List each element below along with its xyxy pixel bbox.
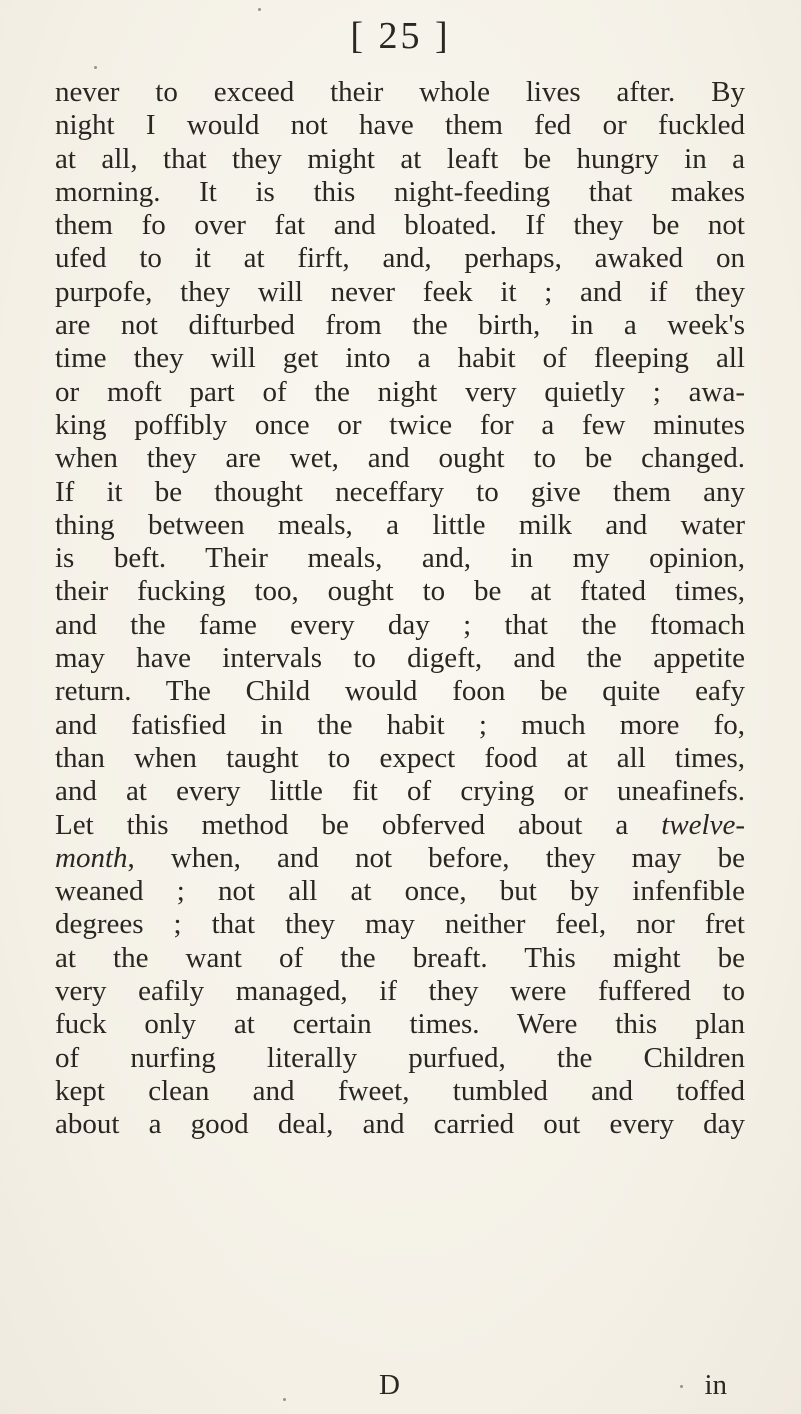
text-line-14: thing between meals, a little milk and water [55, 508, 745, 541]
paper-speck [283, 1398, 286, 1401]
text-line-29: fuck only at certain times. Were this plan [55, 1008, 745, 1041]
page-number: [ 25 ] [350, 15, 451, 57]
text-line-13: If it be thought neceffary to give them any [55, 475, 745, 508]
text-line-10: or moft part of the night very quietly ; awa- [55, 375, 745, 408]
text-line-15: is beft. Their meals, and, in my opinion, [55, 542, 745, 575]
text-line-28: very eafily managed, if they were fuffered to [55, 975, 745, 1008]
catchword: in [704, 1369, 727, 1401]
text-line-30: of nurfing literally purfued, the Children [55, 1041, 745, 1074]
body-text [55, 76, 745, 1142]
signature-mark: D [379, 1369, 400, 1401]
paper-speck [94, 66, 97, 69]
text-line-25: weaned ; not all at once, but by infenfible [55, 875, 745, 908]
text-line-22: and at every little fit of crying or uneafinefs. [55, 775, 745, 808]
text-line-19: return. The Child would foon be quite eafy [55, 675, 745, 708]
text-line-26: degrees ; that they may neither feel, nor fret [55, 908, 745, 941]
text-line-17: and the fame every day ; that the ftomach [55, 608, 745, 641]
text-line-24-roman: , when, and not before, they may be [127, 841, 745, 874]
text-line-9: time they will get into a habit of fleeping all [55, 342, 745, 375]
text-line-31: kept clean and fweet, tumbled and toffed [55, 1074, 745, 1107]
page-footer [55, 1368, 745, 1402]
text-line-23-roman: Let this method be obferved about a [55, 808, 662, 841]
text-line-27: at the want of the breaft. This might be [55, 941, 745, 974]
text-line-16: their fucking too, ought to be at ftated times, [55, 575, 745, 608]
text-line-24-italic: month [55, 841, 128, 874]
text-line-20: and fatisfied in the habit ; much more fo, [55, 708, 745, 741]
text-line-1: never to exceed their whole lives after. By [55, 76, 745, 108]
text-line-18: may have intervals to digeft, and the appetite [55, 642, 745, 675]
text-line-2: night I would not have them fed or fuckled [55, 109, 745, 142]
text-line-6: ufed to it at firft, and, perhaps, awaked on [55, 242, 745, 275]
paper-speck [258, 8, 261, 11]
text-line-8: are not difturbed from the birth, in a week's [55, 309, 745, 342]
paper-speck [680, 1385, 683, 1388]
text-line-21: than when taught to expect food at all times, [55, 741, 745, 774]
text-line-4: morning. It is this night-feeding that makes [55, 175, 745, 208]
text-line-32: about a good deal, and carried out every day [55, 1108, 745, 1141]
text-line-3: at all, that they might at leaft be hungry in a [55, 142, 745, 175]
text-line-12: when they are wet, and ought to be changed. [55, 442, 745, 475]
text-line-24 [55, 842, 745, 875]
text-line-11: king poffibly once or twice for a few minutes [55, 408, 745, 441]
text-line-23 [55, 809, 745, 842]
text-line-23-italic: twelve- [661, 808, 745, 841]
text-line-7: purpofe, they will never feek it ; and if they [55, 275, 745, 308]
text-line-5: them fo over fat and bloated. If they be not [55, 209, 745, 242]
